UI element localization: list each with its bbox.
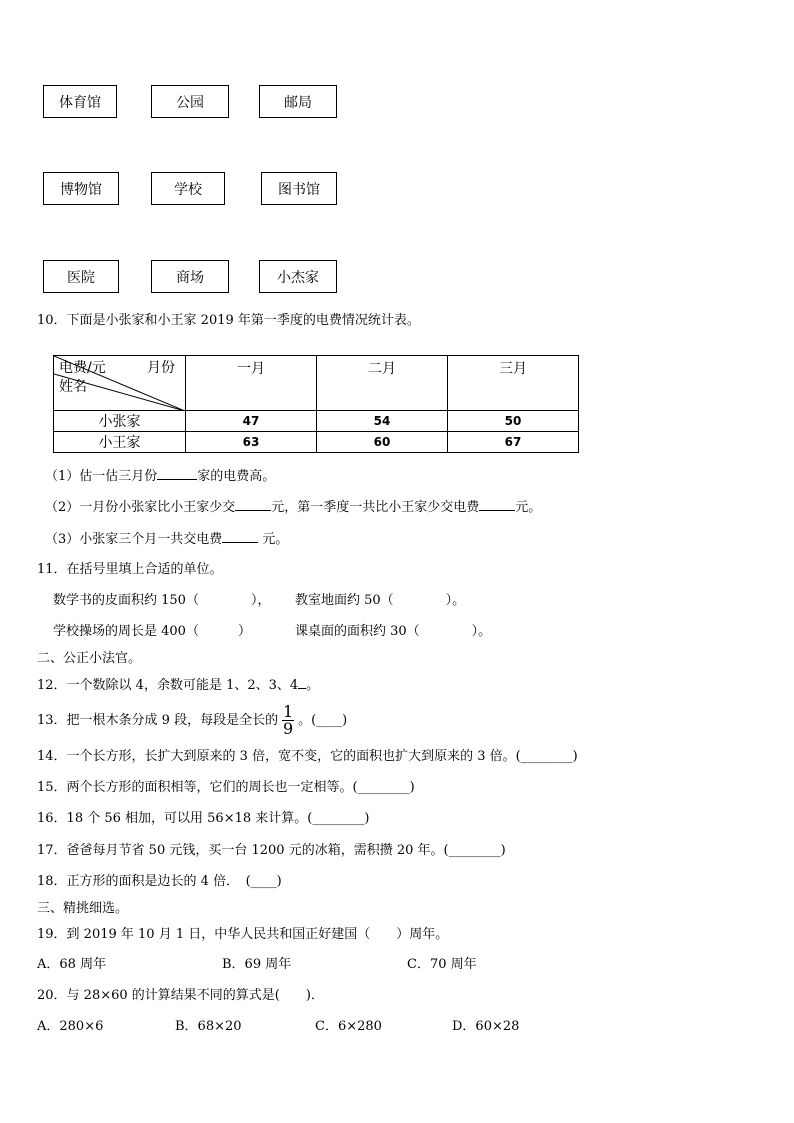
answer-blank[interactable] <box>479 498 515 511</box>
answer-blank[interactable] <box>235 498 271 511</box>
q17: 17．爸爸每月节省 50 元钱，买一台 1200 元的冰箱，需积攒 20 年。(________) <box>37 843 506 858</box>
table-row <box>54 411 579 432</box>
table-cell: 54 <box>317 411 448 432</box>
q12-text: 12．一个数除以 4，余数可能是 1、2、3、4 <box>37 678 299 693</box>
q10-sub3 <box>45 530 288 549</box>
table-cell: 47 <box>186 411 317 432</box>
q10-sub1 <box>45 467 275 486</box>
q20-option-d[interactable]: D．60×28 <box>452 1019 520 1034</box>
month-header: 一月 <box>186 356 317 411</box>
q13-text-a: 13．把一根木条分成 9 段，每段是全长的 <box>37 712 279 728</box>
q10-title: 10．下面是小张家和小王家 2019 年第一季度的电费情况统计表。 <box>37 313 420 328</box>
row-name: 小王家 <box>54 432 186 453</box>
q18: 18．正方形的面积是边长的 4 倍． (____) <box>37 874 282 889</box>
q20-option-b[interactable]: B．68×20 <box>175 1019 242 1034</box>
section-2-heading: 二、公正小法官。 <box>37 651 142 666</box>
q10-sub2-text-a: （2）一月份小张家比小王家少交 <box>45 500 236 515</box>
q13 <box>37 704 347 737</box>
place-box-hospital: 医院 <box>43 260 119 293</box>
q20-option-a[interactable]: A．280×6 <box>37 1019 104 1034</box>
q12-end: 。 <box>306 678 320 693</box>
q11-item-c: 学校操场的周长是 400（ ） <box>53 624 251 639</box>
q10-sub2 <box>45 498 541 517</box>
q11-item-a: 数学书的皮面积约 150（ ）， <box>53 593 271 608</box>
q16: 16．18 个 56 相加，可以用 56×18 来计算。(________) <box>37 811 370 826</box>
place-box-park: 公园 <box>151 85 229 118</box>
q11-title: 11．在括号里填上合适的单位。 <box>37 562 223 577</box>
electricity-table <box>53 355 579 453</box>
q19-option-c[interactable]: C．70 周年 <box>407 957 477 972</box>
q11-item-d: 课桌面的面积约 30（ ）。 <box>295 624 492 639</box>
corner-right-label: 月份 <box>147 360 175 376</box>
place-box-museum: 博物馆 <box>43 172 119 205</box>
q10-sub1-text-b: 家的电费高。 <box>197 469 276 484</box>
q13-text-b: 。(____) <box>298 712 348 728</box>
q14: 14．一个长方形，长扩大到原来的 3 倍，宽不变，它的面积也扩大到原来的 3 倍。(________) <box>37 749 578 764</box>
q10-sub3-text-b: 元。 <box>258 532 289 547</box>
table-cell: 60 <box>317 432 448 453</box>
table-cell: 50 <box>448 411 579 432</box>
q10-sub1-text-a: （1）估一估三月份 <box>45 469 158 484</box>
q15: 15．两个长方形的面积相等，它们的周长也一定相等。(________) <box>37 780 415 795</box>
q20-stem: 20．与 28×60 的计算结果不同的算式是( )． <box>37 988 324 1003</box>
q10-sub2-text-c: 元。 <box>515 500 542 515</box>
place-box-library: 图书馆 <box>261 172 337 205</box>
q20-option-c[interactable]: C．6×280 <box>315 1019 382 1034</box>
fraction-denominator: 9 <box>282 719 294 738</box>
fraction-one-ninth <box>282 704 294 737</box>
section-3-heading: 三、精挑细选。 <box>37 901 129 916</box>
q10-sub2-text-b: 元，第一季度一共比小王家少交电费 <box>271 500 480 515</box>
row-name: 小张家 <box>54 411 186 432</box>
answer-blank[interactable] <box>298 676 306 689</box>
q19-stem: 19．到 2019 年 10 月 1 日，中华人民共和国正好建国（ ）周年。 <box>37 927 449 942</box>
q11-item-b: 教室地面约 50（ ）。 <box>295 593 466 608</box>
place-box-school: 学校 <box>151 172 225 205</box>
q12 <box>37 676 319 695</box>
table-corner-cell <box>54 356 186 411</box>
table-cell: 67 <box>448 432 579 453</box>
place-box-mall: 商场 <box>151 260 229 293</box>
place-box-post-office: 邮局 <box>259 85 337 118</box>
corner-top-label: 电费/元 <box>59 360 106 376</box>
q10-sub3-text-a: （3）小张家三个月一共交电费 <box>45 532 223 547</box>
place-box-stadium: 体育馆 <box>43 85 117 118</box>
table-row <box>54 432 579 453</box>
fraction-numerator: 1 <box>282 702 294 721</box>
table-cell: 63 <box>186 432 317 453</box>
month-header: 三月 <box>448 356 579 411</box>
q19-option-a[interactable]: A．68 周年 <box>37 957 107 972</box>
month-header: 二月 <box>317 356 448 411</box>
corner-bottom-label: 姓名 <box>59 379 87 395</box>
q19-option-b[interactable]: B．69 周年 <box>222 957 292 972</box>
answer-blank[interactable] <box>222 530 258 543</box>
answer-blank[interactable] <box>157 467 197 480</box>
place-box-xiaojie-home: 小杰家 <box>259 260 337 293</box>
